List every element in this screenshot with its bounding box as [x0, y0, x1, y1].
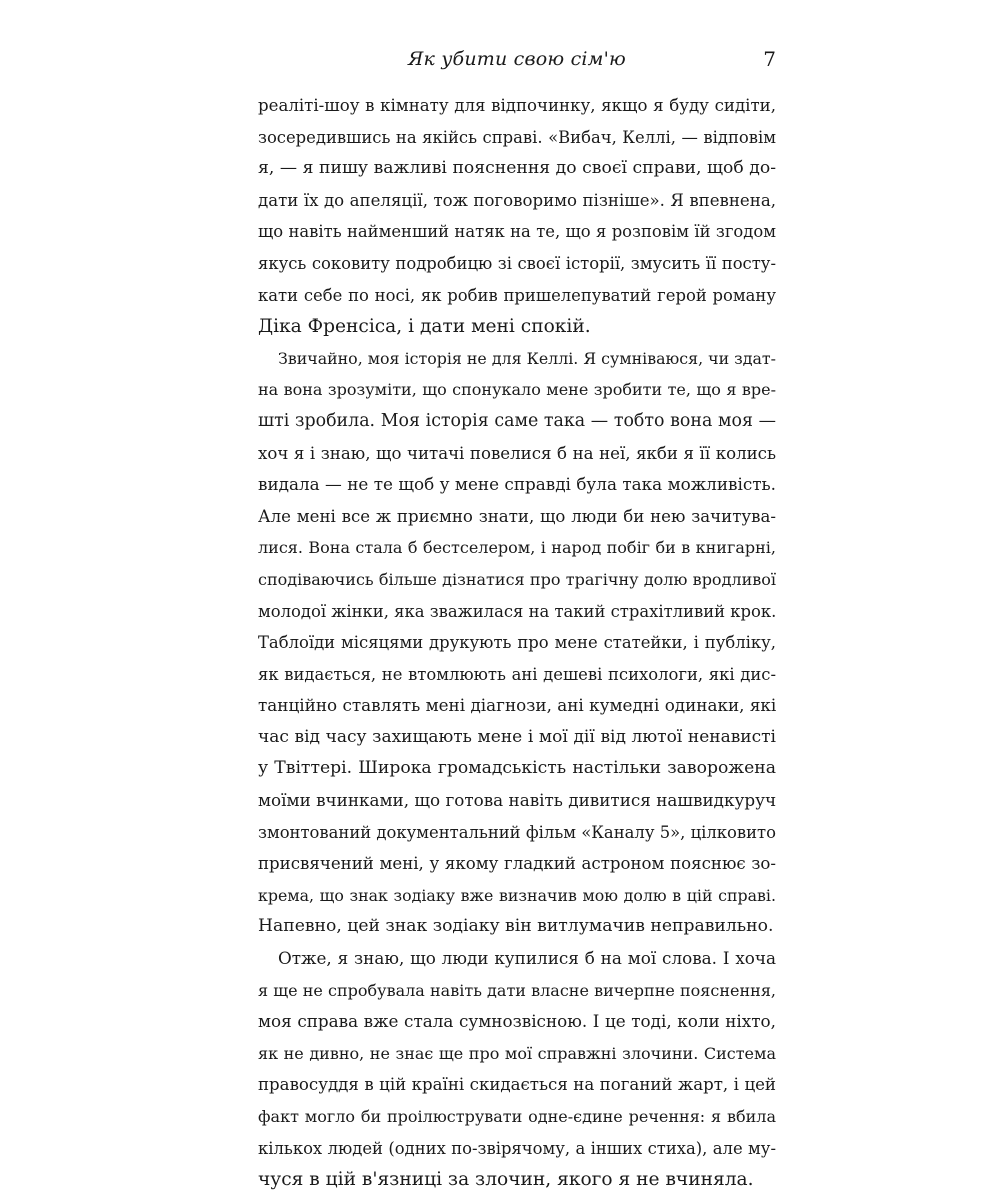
running-title: Як убити свою сім'ю: [407, 48, 626, 70]
text-line: молодої жінки, яка зважилася на такий страхітливий крок.: [258, 601, 776, 621]
text-line: як видається, не втомлюють ані дешеві психологи, які дис-: [258, 664, 776, 684]
text-line: якусь соковиту подробицю зі своєї історії, змусить її посту-: [258, 253, 776, 273]
text-line: Але мені все ж приємно знати, що люди би нею зачитува-: [258, 506, 776, 526]
text-line: Діка Френсіса, і дати мені спокій.: [258, 316, 591, 338]
text-line: сподіваючись більше дізнатися про трагічну долю вродливої: [258, 569, 776, 589]
text-line: хоч я і знаю, що читачі повелися б на неї, якби я її колись: [258, 443, 776, 463]
body-text: [258, 90, 776, 1196]
text-line: на вона зрозуміти, що спонукало мене зробити те, що я вре-: [258, 380, 776, 400]
text-line: реаліті-шоу в кімнату для відпочинку, якщо я буду сидіти,: [258, 96, 776, 115]
text-line: чуся в цій в'язниці за злочин, якого я не вчиняла.: [258, 1169, 754, 1191]
text-line: крема, що знак зодіаку вже визначив мою долю в цій справі.: [258, 885, 776, 905]
paragraph: [258, 90, 776, 343]
text-line: моїми вчинками, що готова навіть дивитися нашвидкуруч: [258, 790, 776, 811]
text-line: правосуддя в цій країні скидається на поганий жарт, і цей: [258, 1075, 776, 1095]
text-line: я, — я пишу важливі пояснення до своєї справи, щоб до-: [258, 158, 776, 179]
text-line: що навіть найменший натяк на те, що я розповім їй згодом: [258, 222, 776, 242]
paragraph: [258, 943, 776, 1196]
text-line: лися. Вона стала б бестселером, і народ побіг би в книгарні,: [258, 538, 776, 558]
text-line: Напевно, цей знак зодіаку він витлумачив неправильно.: [258, 916, 774, 937]
running-header: [258, 44, 776, 74]
text-line: танційно ставлять мені діагнози, ані кумедні одинаки, які: [258, 695, 776, 716]
text-line: я ще не спробувала навіть дати власне вичерпне пояснення,: [258, 980, 776, 1000]
text-line: як не дивно, не знає ще про мої справжні злочини. Система: [258, 1043, 776, 1063]
text-line: кати себе по носі, як робив пришелепуватий герой роману: [258, 285, 776, 305]
text-line: кількох людей (одних по-звірячому, а інших стиха), але му-: [258, 1138, 776, 1158]
text-line: Таблоїди місяцями друкують про мене статейки, і публіку,: [258, 633, 776, 653]
text-line: шті зробила. Моя історія саме така — тобто вона моя —: [258, 410, 776, 431]
text-line: зосередившись на якійсь справі. «Вибач, Келлі, — відповім: [258, 127, 776, 147]
text-line: присвячений мені, у якому гладкий астроном пояснює зо-: [258, 854, 776, 874]
text-line: змонтований документальний фільм «Каналу 5», цілковито: [258, 822, 776, 842]
page-number: 7: [763, 47, 776, 71]
text-line: моя справа вже стала сумнозвісною. І це тоді, коли ніхто,: [258, 1011, 776, 1032]
text-line: Звичайно, моя історія не для Келлі. Я сумніваюся, чи здат-: [278, 348, 776, 368]
text-line: дати їх до апеляції, тож поговоримо пізніше». Я впевнена,: [258, 190, 776, 210]
text-line: час від часу захищають мене і мої дії від лютої ненависті: [258, 726, 776, 747]
text-line: видала — не те щоб у мене справді була така можливість.: [258, 474, 776, 495]
text-line: факт могло би проілюструвати одне-єдине речення: я вбила: [258, 1107, 776, 1126]
text-line: у Твіттері. Широка громадськість настільки заворожена: [258, 758, 776, 779]
paragraph: [258, 343, 776, 943]
text-line: Отже, я знаю, що люди купилися б на мої слова. І хоча: [278, 948, 776, 969]
